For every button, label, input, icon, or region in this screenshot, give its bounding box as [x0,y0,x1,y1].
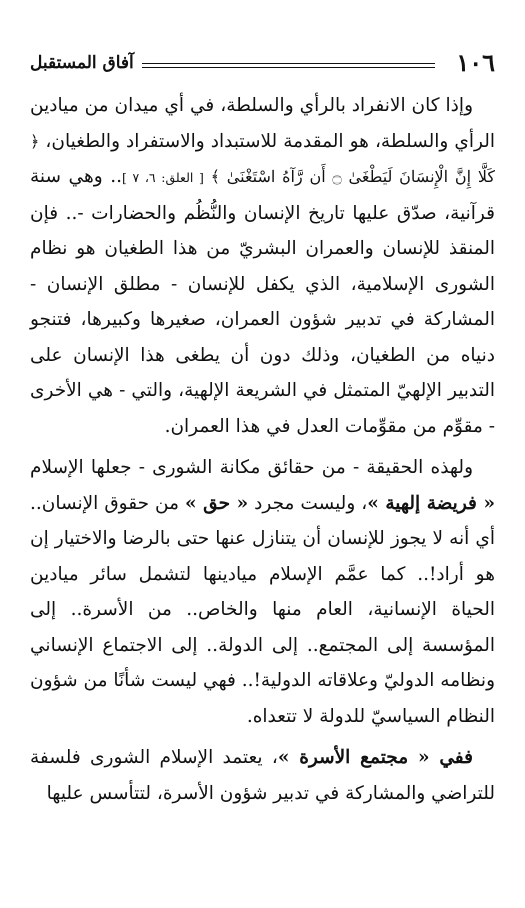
paragraph-2-text-end: من حقوق الإنسان.. أي أنه لا يجوز للإنسان أن يتنازل عنها حتى بالرضا والاختيار إن هو أراد!.. كما عمَّم الإسلام ميادينها لتشمل سائر ميادين الحياة الإنسانية، العام منها والخاص.. من الأسرة.. إلى المؤسسة إلى المجتمع.. إلى الدولة.. إلى الاجتماع الإنساني ونظامه الدوليّ وعلاقاته الدولية!.. فهي ليست شأنًا من شؤون النظام السياسيّ للدولة لا تتعداه. [30,492,495,727]
quran-verse: ﴿ كَلَّا إِنَّ الْإِنسَانَ لَيَطْغَىٰ ۝ أَن رَّآهُ اسْتَغْنَىٰ ﴾ [30,131,495,186]
paragraph-2-text: ولهذه الحقيقة - من حقائق مكانة الشورى - جعلها الإسلام [30,457,473,478]
page-number: ١٠٦ [456,48,495,77]
body-text [30,88,495,811]
paragraph-2-text-cont: ، وليست مجرد [248,492,368,514]
emphasis-family-society: ففي « مجتمع الأسرة » [277,747,473,768]
paragraph-1-text: وإذا كان الانفراد بالرأي والسلطة، في أي ميدان من ميادين الرأي والسلطة، هو المقدمة للاستبداد والاستفراد والطغيان، [30,95,495,152]
emphasis-divine-duty: « فريضة إلهية » [367,492,496,514]
paragraph-2 [30,450,495,734]
paragraph-1-text-cont: .. وهي سنة قرآنية، صدّق عليها تاريخ الإنسان والنُّظُم والحضارات -.. فإن المنقذ للإنسان والعمران البشريّ من هذا الطغيان هو نظام الشورى الإسلامية، الذي يكفل للإنسان - مطلق الإنسان - المشاركة في تدبير شؤون العمران، صغيرها وكبيرها، فتنجو دنياه من الطغيان، وذلك دون أن يطغى هذا الإنسان على التدبير الإلهيّ المتمثل في الشريعة الإلهية، والتي - هي الأخرى - مقوِّم من مقوِّمات العدل في هذا العمران. [30,166,495,437]
paragraph-1 [30,88,495,444]
paragraph-3-text: ، يعتمد الإسلام الشورى فلسفة للتراضي والمشاركة في تدبير شؤون الأسرة، لتتأسس عليها [30,747,495,804]
header-rule [142,63,435,64]
verse-citation: [ العلق: ٦، ٧ ] [121,170,204,185]
running-title: آفاق المستقبل [30,53,134,73]
page-header [30,46,495,86]
emphasis-right: « حق » [185,492,249,514]
paragraph-3 [30,740,495,811]
header-rule-double [142,67,435,68]
